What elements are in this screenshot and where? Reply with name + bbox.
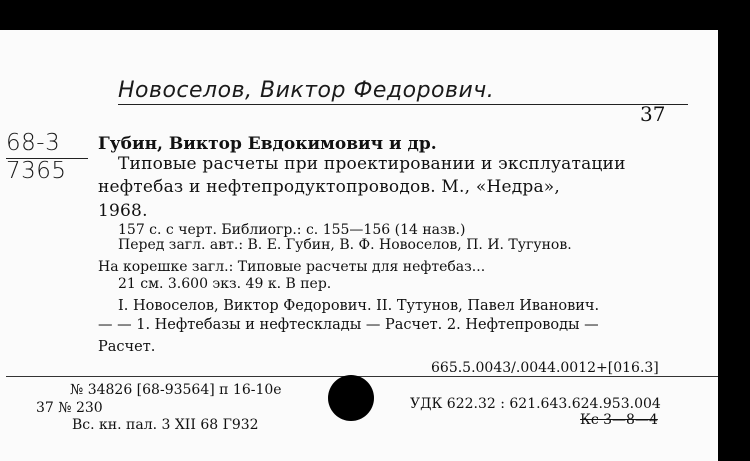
punch-hole <box>328 375 374 421</box>
description-line: На корешке загл.: Типовые расчеты для нефтебаз... <box>98 259 486 275</box>
udk-code: УДК 622.32 : 621.643.624.953.004 <box>410 396 661 412</box>
accession-line: № 34826 [68-93564] п 16-10е <box>70 382 282 398</box>
heading-underline <box>118 104 688 105</box>
description-line: Перед загл. авт.: В. Е. Губин, В. Ф. Новоселов, П. И. Тугунов. <box>118 237 572 253</box>
handwritten-heading: Новоселов, Виктор Федорович. <box>118 78 495 103</box>
title-line: Типовые расчеты при проектировании и эксплуатации <box>118 154 626 174</box>
ks-code: Кс 3—8—4 <box>580 412 658 428</box>
description-line: 157 с. с черт. Библиогр.: с. 155—156 (14 назв.) <box>118 222 466 238</box>
title-line: 1968. <box>98 201 148 221</box>
tracings-line: Расчет. <box>98 339 156 355</box>
accession-line: Вс. кн. пал. 3 XII 68 Г932 <box>72 417 259 433</box>
title-line: нефтебаз и нефтепродуктопроводов. М., «Недра», <box>98 177 561 197</box>
page-number: 37 <box>640 102 666 126</box>
call-number-top: 68-3 <box>6 130 61 156</box>
description-line: 21 см. 3.600 экз. 49 к. В пер. <box>118 276 332 292</box>
author-heading: Губин, Виктор Евдокимович и др. <box>98 134 437 154</box>
catalog-card <box>0 30 718 461</box>
accession-line: 37 № 230 <box>36 400 103 416</box>
call-number-bottom: 7365 <box>6 158 67 184</box>
bbk-index: 665.5.0043/.0044.0012+[016.3] <box>428 360 662 376</box>
tracings-line: — — 1. Нефтебазы и нефтесклады — Расчет. 2. Нефтепроводы — <box>98 317 599 333</box>
tracings-line: I. Новоселов, Виктор Федорович. II. Тутунов, Павел Иванович. <box>118 298 600 314</box>
